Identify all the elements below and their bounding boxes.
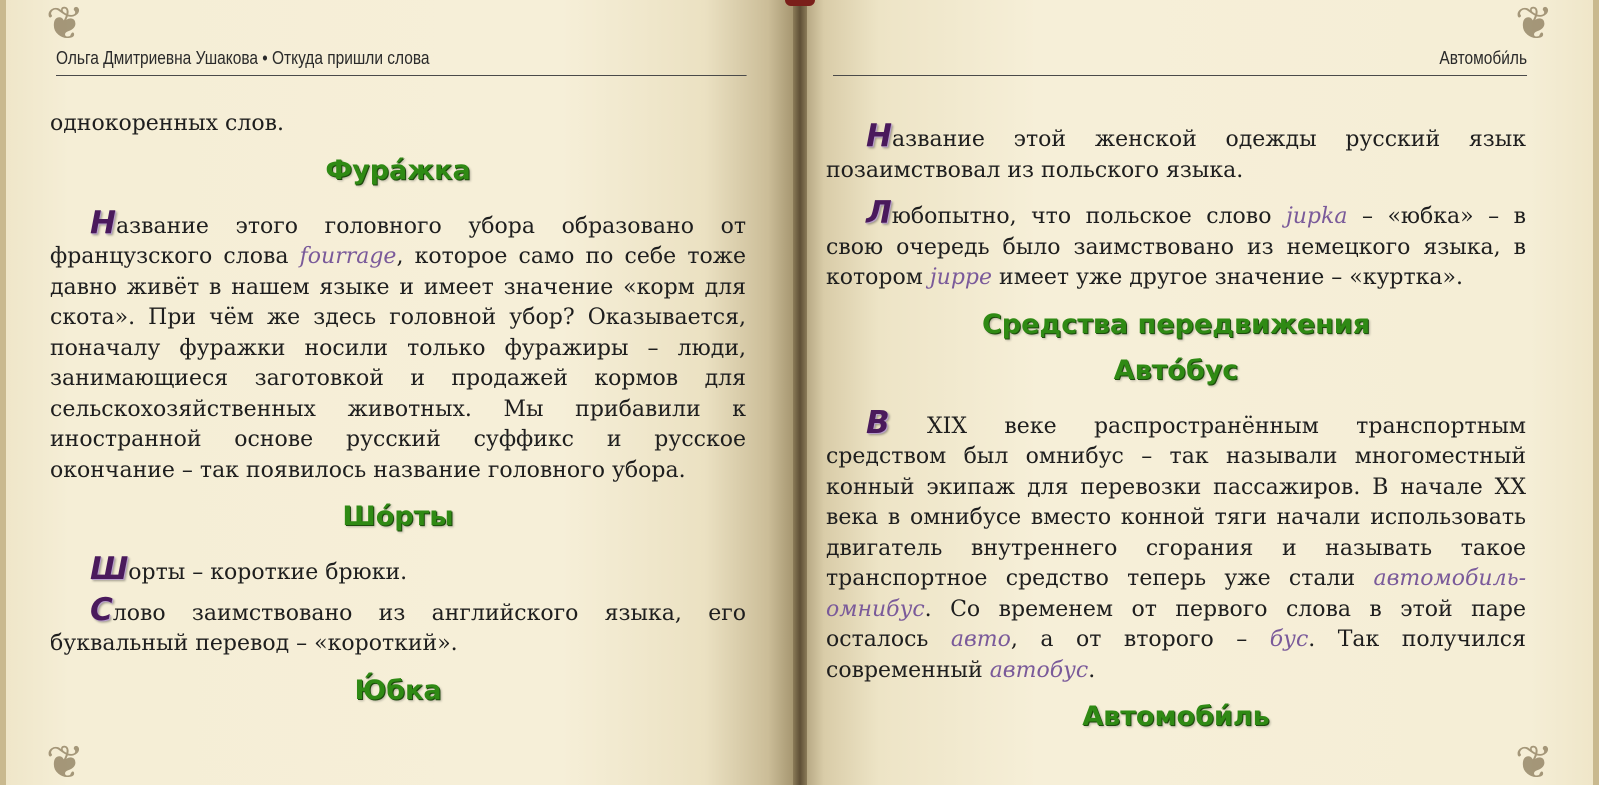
paragraph bbox=[50, 591, 746, 660]
drop-cap: С bbox=[90, 591, 113, 628]
paragraph-text: – «юбка» – в свою очередь было заимствовано из немецкого языка, в котором bbox=[826, 204, 1526, 290]
paragraph bbox=[826, 195, 1526, 294]
left-page-text bbox=[50, 109, 746, 728]
running-head-left: Ольга Дмитриевна Ушакова • Откуда пришли слова bbox=[56, 48, 747, 76]
paragraph-text: , а от второго – bbox=[1010, 627, 1270, 652]
paragraph bbox=[826, 118, 1526, 186]
term-avtomobil-omnibus: автомобиль-омнибус bbox=[826, 566, 1526, 622]
term-avtobus: автобус bbox=[989, 657, 1089, 683]
corner-ornament-icon: ❦ bbox=[45, 0, 85, 50]
paragraph-text: азвание этой женской одежды русский язык позаимствовал из польского языка. bbox=[826, 127, 1526, 183]
corner-ornament-icon: ❦ bbox=[1514, 0, 1554, 50]
right-page[interactable] bbox=[800, 0, 1599, 785]
drop-cap: Л bbox=[866, 195, 892, 231]
paragraph-text: . bbox=[1088, 657, 1096, 683]
paragraph-text: XIX веке распространённым транспортным средством был омнибус – так называли многоместный конный экипаж для перевозки пассажиров. В начале XX века в омнибусе вместо конной тяги начали использовать двигатель внутреннего сгорания и называть такое транспортное средство теперь уже стали bbox=[826, 413, 1526, 591]
right-page-text bbox=[826, 118, 1526, 754]
paragraph bbox=[50, 551, 746, 589]
heading-section: Средства передвижения bbox=[981, 308, 1371, 340]
heading-shorty: Шо́рты bbox=[342, 501, 454, 532]
running-head-right: Автомоби́ль bbox=[833, 48, 1527, 76]
heading-yubka: Ю́бка bbox=[354, 674, 442, 706]
drop-cap: Н bbox=[866, 118, 892, 154]
heading-avtomobil: Автомоби́ль bbox=[1082, 701, 1270, 732]
corner-ornament-icon: ❦ bbox=[1514, 735, 1554, 785]
paragraph-text: лово заимствовано из английского языка, его буквальный перевод – «короткий». bbox=[50, 600, 746, 656]
term-jupka: jupka bbox=[1285, 204, 1348, 229]
drop-cap: Н bbox=[90, 204, 116, 241]
paragraph bbox=[50, 109, 746, 140]
paragraph-text: имеет уже другое значение – «куртка». bbox=[992, 265, 1463, 290]
drop-cap: Ш bbox=[90, 551, 129, 587]
paragraph-text: . Со временем от первого слова в этой паре осталось bbox=[826, 596, 1526, 652]
paragraph-text: , которое само по себе тоже давно живёт в нашем языке и имеет значение «корм для скота». При чём же здесь головной убор? Оказывается, поначалу фуражки носили только фуражиры – люди, занимающиеся заготовкой и продажей кормов для сельскохозяйственных животных. Мы прибавили к иностранной основе русский суффикс и русское окончание – так появилось название головного убора. bbox=[50, 244, 747, 483]
book-spine bbox=[793, 0, 807, 785]
term-avto: авто bbox=[950, 627, 1011, 652]
heading-furazhka: Фура́жка bbox=[325, 154, 471, 186]
corner-ornament-icon: ❦ bbox=[45, 735, 85, 785]
drop-cap: В bbox=[866, 404, 890, 441]
term-juppe: juppe bbox=[929, 265, 993, 290]
term-bus: бус bbox=[1269, 627, 1309, 652]
paragraph-text: азвание этого головного убора образовано от французского слова bbox=[50, 213, 746, 269]
term-fourrage: fourrage bbox=[299, 244, 397, 269]
paragraph bbox=[50, 204, 747, 487]
bookmark-ribbon bbox=[785, 0, 815, 6]
paragraph-text: юбопытно, что польское слово bbox=[891, 204, 1286, 229]
paragraph-text: . Так получился современный bbox=[826, 627, 1526, 683]
heading-avtobus: Авто́бус bbox=[1113, 354, 1239, 386]
intro-line: однокоренных слов. bbox=[50, 111, 284, 136]
paragraph-text: орты – короткие брюки. bbox=[128, 560, 408, 585]
paragraph bbox=[826, 404, 1526, 687]
